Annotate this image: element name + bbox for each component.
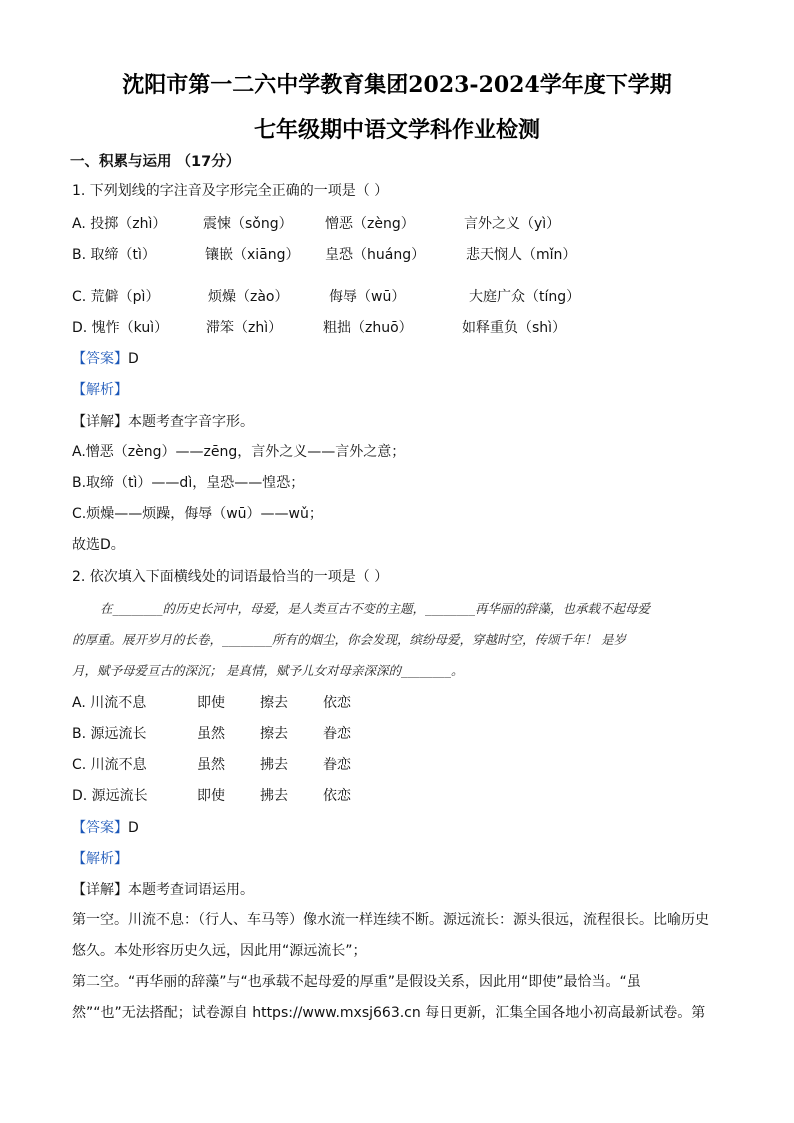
document-title-line1: 沈阳市第一二六中学教育集团2023-2024学年度下学期 — [122, 72, 672, 98]
q2-analysis-tag: 【解析】 — [72, 851, 128, 867]
q2-option-d-3: 拂去 — [260, 788, 288, 804]
q2-answer — [72, 817, 139, 837]
q2-option-a-2: 即使 — [197, 695, 225, 711]
answer-value: D — [128, 820, 139, 836]
q1-explain-a: A.憎恶（zèng）——zēng，言外之义——言外之意； — [72, 444, 406, 460]
q1-option-a-3: 憎恶（zèng） — [325, 216, 415, 232]
q2-option-c-3: 拂去 — [260, 757, 288, 773]
q2-option-c-1: C. 川流不息 — [72, 757, 147, 773]
question-2-stem: 2. 依次填入下面横线处的词语最恰当的一项是（ ） — [72, 569, 389, 585]
detail-tag: 【详解】 — [72, 414, 128, 430]
q2-option-d-4: 依恋 — [323, 788, 351, 804]
answer-value: D — [128, 351, 139, 367]
answer-tag: 【答案】 — [72, 351, 128, 367]
q2-explain-line-2: 悠久。本处形容历史久远，因此用“源远流长”； — [72, 943, 367, 959]
q2-option-d-2: 即使 — [197, 788, 225, 804]
q2-option-b-1: B. 源远流长 — [72, 726, 147, 742]
q1-answer — [72, 348, 139, 368]
q2-detail — [72, 879, 254, 899]
q2-option-b-2: 虽然 — [197, 726, 225, 742]
document-title-line2: 七年级期中语文学科作业检测 — [253, 117, 540, 143]
q2-passage-line-3: 月，赋予母爱亘古的深沉； 是真情，赋予儿女对母亲深深的________。 — [72, 663, 464, 678]
q1-explain-b: B.取缔（tì）——dì，皇恐——惶恐； — [72, 475, 305, 491]
q1-detail — [72, 411, 254, 431]
q1-option-d-3: 粗拙（zhuō） — [323, 320, 413, 336]
q2-option-a-4: 依恋 — [323, 695, 351, 711]
q2-option-d-1: D. 源远流长 — [72, 788, 148, 804]
q1-option-d-1: D. 愧怍（kuì） — [72, 320, 169, 336]
q1-explain-c: C.烦燥——烦躁，侮辱（wū）——wǔ； — [72, 506, 323, 522]
section-heading: 一、积累与运用 （17分） — [70, 154, 241, 170]
q1-option-a-4: 言外之义（yì） — [464, 216, 561, 232]
q1-option-b-4: 悲天悯人（mǐn） — [466, 247, 577, 263]
q1-option-d-2: 滞笨（zhì） — [206, 320, 283, 336]
detail-text: 本题考查词语运用。 — [128, 882, 254, 898]
q2-option-c-2: 虽然 — [197, 757, 225, 773]
q2-explain-line-3: 第二空。“再华丽的辞藻”与“也承载不起母爱的厚重”是假设关系，因此用“即使”最恰当。“虽 — [72, 974, 641, 990]
q2-option-b-3: 擦去 — [260, 726, 288, 742]
detail-tag: 【详解】 — [72, 882, 128, 898]
q2-option-b-4: 眷恋 — [323, 726, 351, 742]
q1-option-a-1: A. 投掷（zhì） — [72, 216, 167, 232]
q1-analysis-tag: 【解析】 — [72, 382, 128, 398]
q1-option-c-3: 侮辱（wū） — [329, 289, 406, 305]
q2-option-a-1: A. 川流不息 — [72, 695, 147, 711]
answer-tag: 【答案】 — [72, 820, 128, 836]
q1-option-c-1: C. 荒僻（pì） — [72, 289, 160, 305]
q2-passage-line-2: 的厚重。展开岁月的长卷，________所有的烟尘，你会发现，缤纷母爱，穿越时空，传颂千年！ 是岁 — [72, 632, 626, 647]
q1-option-a-2: 震悚（sǒng） — [203, 216, 293, 232]
q2-option-c-4: 眷恋 — [323, 757, 351, 773]
q1-conclusion: 故选D。 — [72, 537, 125, 553]
q1-option-c-4: 大庭广众（tíng） — [469, 289, 581, 305]
q1-option-b-1: B. 取缔（tì） — [72, 247, 156, 263]
question-1-stem: 1. 下列划线的字注音及字形完全正确的一项是（ ） — [72, 183, 389, 199]
q1-option-c-2: 烦燥（zào） — [208, 289, 289, 305]
q2-explain-line-1: 第一空。川流不息：（行人、车马等）像水流一样连续不断。源远流长：源头很远，流程很长。比喻历史 — [72, 912, 709, 928]
detail-text: 本题考查字音字形。 — [128, 414, 254, 430]
q1-option-b-3: 皇恐（huáng） — [325, 247, 426, 263]
q1-option-d-4: 如释重负（shì） — [462, 320, 567, 336]
q2-explain-line-4: 然”“也”无法搭配；试卷源自 https://www.mxsj663.cn 每日更新，汇集全国各地小初高最新试卷。第 — [72, 1005, 706, 1021]
q1-option-b-2: 镶嵌（xiāng） — [205, 247, 300, 263]
q2-passage-line-1: 在________的历史长河中，母爱，是人类亘古不变的主题，________再华丽的辞藻，也承载不起母爱 — [100, 601, 651, 616]
q2-option-a-3: 擦去 — [260, 695, 288, 711]
